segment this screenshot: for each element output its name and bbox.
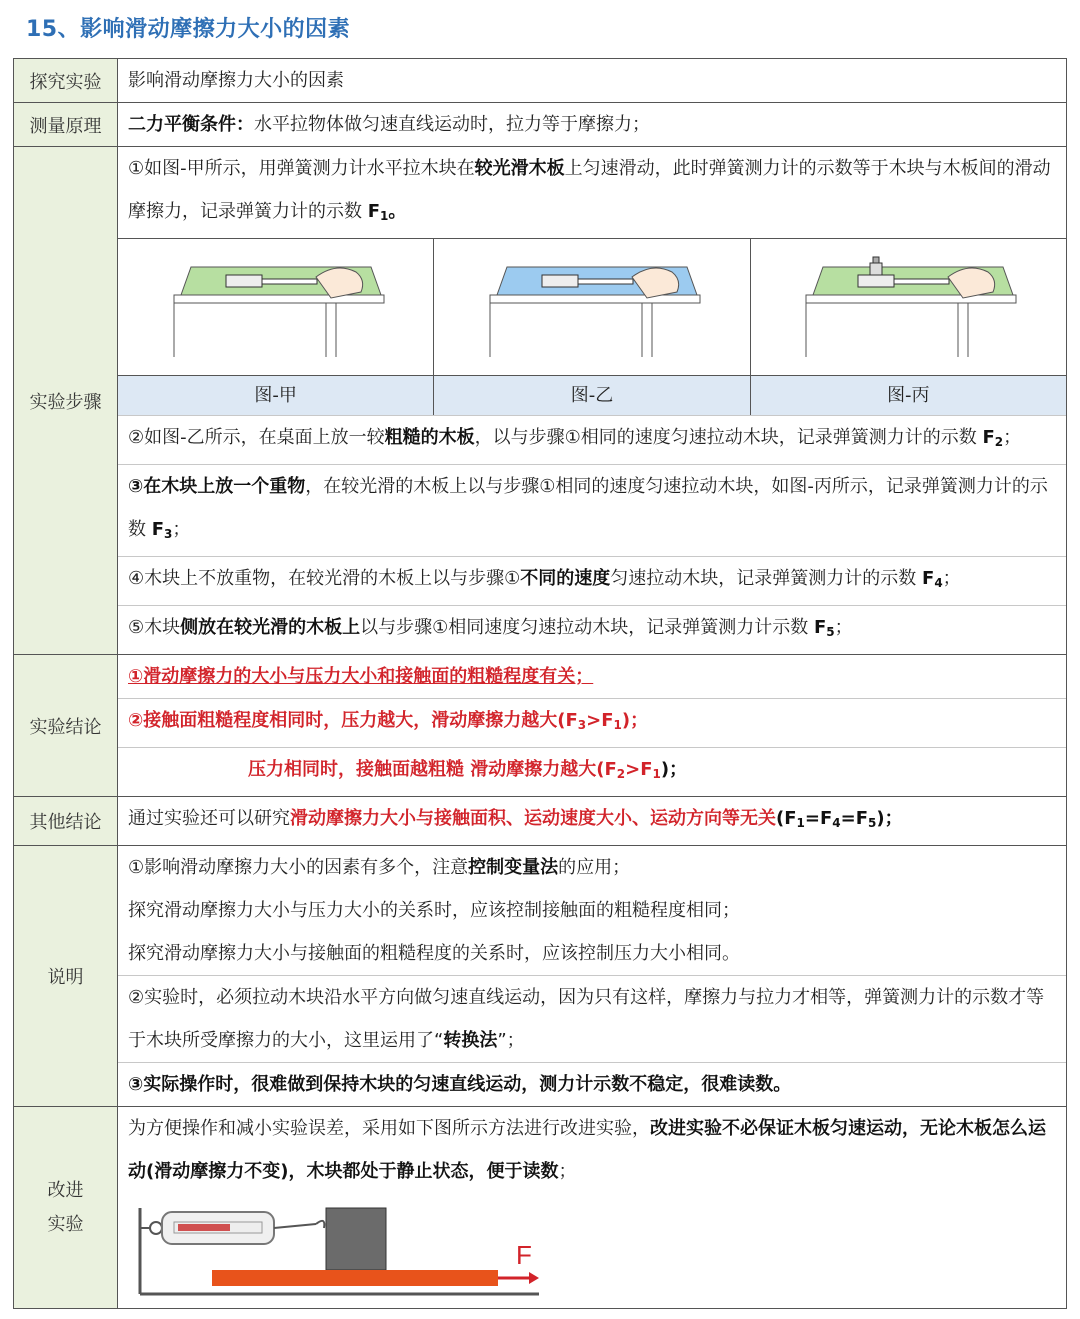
conclusion-2: ②接触面粗糙程度相同时，压力越大，滑动摩擦力越大$(F_3>F_1)$；: [118, 699, 1066, 748]
other-row: [14, 797, 1067, 846]
note-3: 探究滑动摩擦力大小与接触面的粗糙程度的关系时，应该控制压力大小相同。: [118, 932, 1066, 976]
note-2: 探究滑动摩擦力大小与压力大小的关系时，应该控制接触面的粗糙程度相同；: [128, 900, 740, 921]
notes-label: 说明: [14, 846, 118, 1107]
principle-row: [14, 103, 1067, 147]
figure-jia: [118, 239, 434, 415]
other-label: 其他结论: [14, 797, 118, 846]
notes-row: [14, 846, 1067, 1107]
explore-text: 影响滑动摩擦力大小的因素: [128, 70, 344, 91]
explore-label: 探究实验: [14, 59, 118, 103]
page-title: 15、影响滑动摩擦力大小的因素: [26, 17, 351, 42]
improve-label: 改进 实验: [14, 1107, 118, 1309]
principle-label: 测量原理: [14, 103, 118, 147]
caption-jia: 图-甲: [118, 376, 433, 415]
caption-yi: 图-乙: [434, 376, 749, 415]
step-5: ⑤木块侧放在较光滑的木板上以与步骤①相同速度匀速拉动木块，记录弹簧测力计示数 $F_5$；: [128, 617, 853, 639]
figure-row: [118, 238, 1066, 416]
improve-text: 为方便操作和减小实验误差，采用如下图所示方法进行改进实验，改进实验不必保证木板匀速运动，无论木板怎么运动(滑动摩擦力不变)，木块都处于静止状态，便于读数；: [128, 1118, 1046, 1182]
note-5: ③实际操作时，很难做到保持木块的匀速直线运动，测力计示数不稳定，很难读数。: [128, 1074, 792, 1095]
force-label: F: [516, 1240, 532, 1270]
conclusion-1: ①滑动摩擦力的大小与压力大小和接触面的粗糙程度有关；: [118, 655, 1066, 699]
step-2: ②如图-乙所示，在桌面上放一较粗糙的木板，以与步骤①相同的速度匀速拉动木块，记录弹簧测力计的示数 $F_2$；: [118, 416, 1066, 465]
step-1: ①如图-甲所示，用弹簧测力计水平拉木块在较光滑木板上匀速滑动，此时弹簧测力计的示数等于木块与木板间的滑动摩擦力，记录弹簧力计的示数 $F_1$。: [128, 158, 1051, 223]
note-4: ②实验时，必须拉动木块沿水平方向做匀速直线运动，因为只有这样，摩擦力与拉力才相等，弹簧测力计的示数才等于木块所受摩擦力的大小，这里运用了“转换法”；: [118, 976, 1066, 1063]
conclusion-row: [14, 655, 1067, 797]
explore-row: [14, 59, 1067, 103]
steps-row: [14, 147, 1067, 655]
figure-yi: [434, 239, 750, 415]
steps-label: 实验步骤: [14, 147, 118, 655]
figure-bing: [751, 239, 1066, 415]
rough-board-illustration: [472, 247, 712, 367]
smooth-board-illustration: [156, 247, 396, 367]
other-text: 通过实验还可以研究滑动摩擦力大小与接触面积、运动速度大小、运动方向等无关$(F_1=F_4=F_5)$；: [128, 808, 903, 830]
step-3: ③在木块上放一个重物，在较光滑的木板上以与步骤①相同的速度匀速拉动木块，如图-丙所示，记录弹簧测力计的示数 $F_3$；: [118, 465, 1066, 557]
improved-setup-figure: [118, 1193, 1066, 1308]
caption-bing: 图-丙: [751, 376, 1066, 415]
experiment-table: [13, 58, 1067, 1309]
note-1: ①影响滑动摩擦力大小的因素有多个，注意控制变量法的应用；: [128, 857, 631, 878]
conclusion-3: 压力相同时，接触面越粗糙 滑动摩擦力越大$(F_2>F_1)$；: [248, 759, 688, 781]
principle-text: 二力平衡条件： 水平拉物体做匀速直线运动时，拉力等于摩擦力；: [128, 114, 650, 135]
conclusion-label: 实验结论: [14, 655, 118, 797]
step-4: ④木块上不放重物，在较光滑的木板上以与步骤①不同的速度匀速拉动木块，记录弹簧测力计的示数 $F_4$；: [118, 557, 1066, 606]
improved-apparatus-illustration: [134, 1198, 544, 1303]
improve-row: [14, 1107, 1067, 1309]
weighted-block-illustration: [788, 247, 1028, 367]
